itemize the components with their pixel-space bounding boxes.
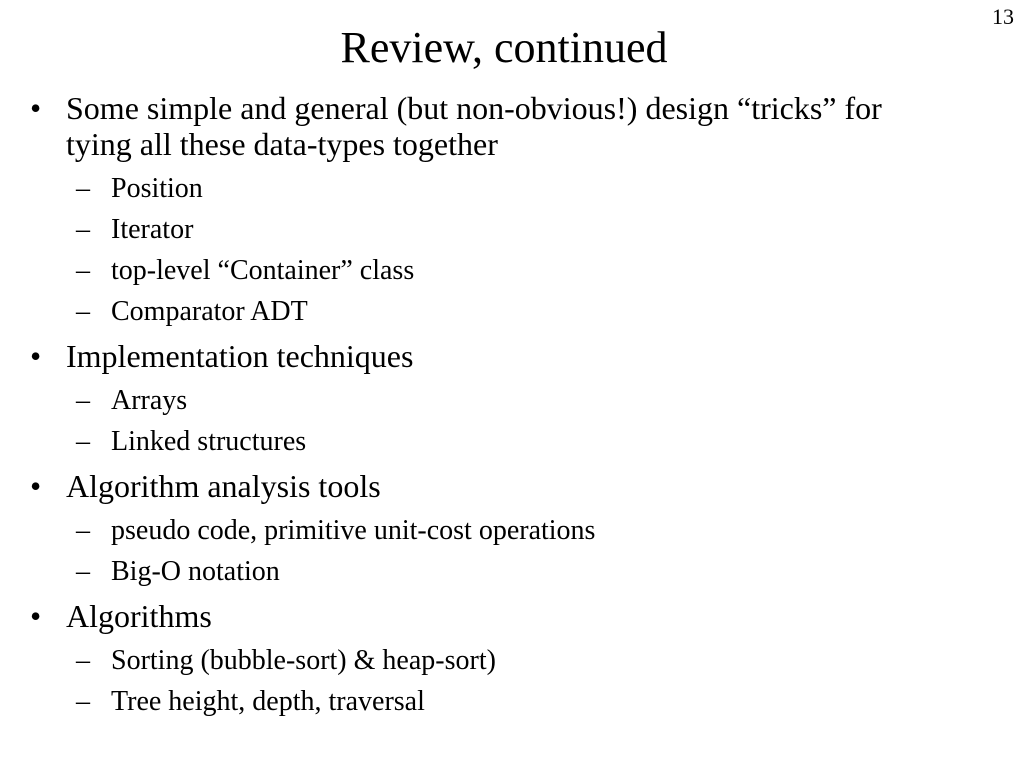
dash-marker: – — [76, 214, 90, 245]
sub-bullet-item — [66, 681, 934, 722]
slide-number: 13 — [992, 4, 1014, 29]
bullet-item — [0, 338, 1024, 462]
bullet-item — [0, 598, 1024, 722]
sub-bullet-list — [66, 510, 934, 592]
bullet-list — [0, 90, 1024, 722]
dash-marker: – — [76, 686, 90, 717]
bullet-marker: • — [30, 598, 42, 634]
bullet-item — [0, 468, 1024, 592]
sub-bullet-text: Comparator ADT — [111, 296, 308, 327]
bullet-text: Implementation techniques — [66, 338, 414, 374]
sub-bullet-text: pseudo code, primitive unit-cost operations — [111, 515, 596, 546]
bullet-item — [0, 90, 1024, 332]
sub-bullet-item — [66, 168, 934, 209]
sub-bullet-list — [66, 168, 934, 332]
sub-bullet-item — [66, 421, 934, 462]
bullet-marker: • — [30, 90, 42, 126]
sub-bullet-item — [66, 250, 934, 291]
dash-marker: – — [76, 515, 90, 546]
dash-marker: – — [76, 296, 90, 327]
sub-bullet-text: Big-O notation — [111, 556, 280, 587]
slide-title: Review, continued — [340, 23, 668, 72]
sub-bullet-text: Tree height, depth, traversal — [111, 686, 425, 717]
dash-marker: – — [76, 556, 90, 587]
sub-bullet-text: Iterator — [111, 214, 194, 245]
sub-bullet-item — [66, 510, 934, 551]
dash-marker: – — [76, 426, 90, 457]
sub-bullet-item — [66, 209, 934, 250]
sub-bullet-list — [66, 640, 934, 722]
sub-bullet-text: Sorting (bubble-sort) & heap-sort) — [111, 645, 496, 676]
sub-bullet-text: Arrays — [111, 385, 188, 416]
bullet-text: Algorithms — [66, 598, 212, 634]
sub-bullet-text: Linked structures — [111, 426, 307, 457]
bullet-text: Some simple and general (but non-obvious!) design “tricks” for tying all these data-types together — [66, 90, 882, 162]
sub-bullet-list — [66, 380, 934, 462]
bullet-text: Algorithm analysis tools — [66, 468, 381, 504]
dash-marker: – — [76, 255, 90, 286]
sub-bullet-item — [66, 551, 934, 592]
dash-marker: – — [76, 385, 90, 416]
sub-bullet-text: top-level “Container” class — [111, 255, 415, 286]
sub-bullet-item — [66, 380, 934, 421]
sub-bullet-item — [66, 640, 934, 681]
sub-bullet-text: Position — [111, 173, 203, 204]
dash-marker: – — [76, 173, 90, 204]
bullet-marker: • — [30, 338, 42, 374]
bullet-marker: • — [30, 468, 42, 504]
sub-bullet-item — [66, 291, 934, 332]
dash-marker: – — [76, 645, 90, 676]
